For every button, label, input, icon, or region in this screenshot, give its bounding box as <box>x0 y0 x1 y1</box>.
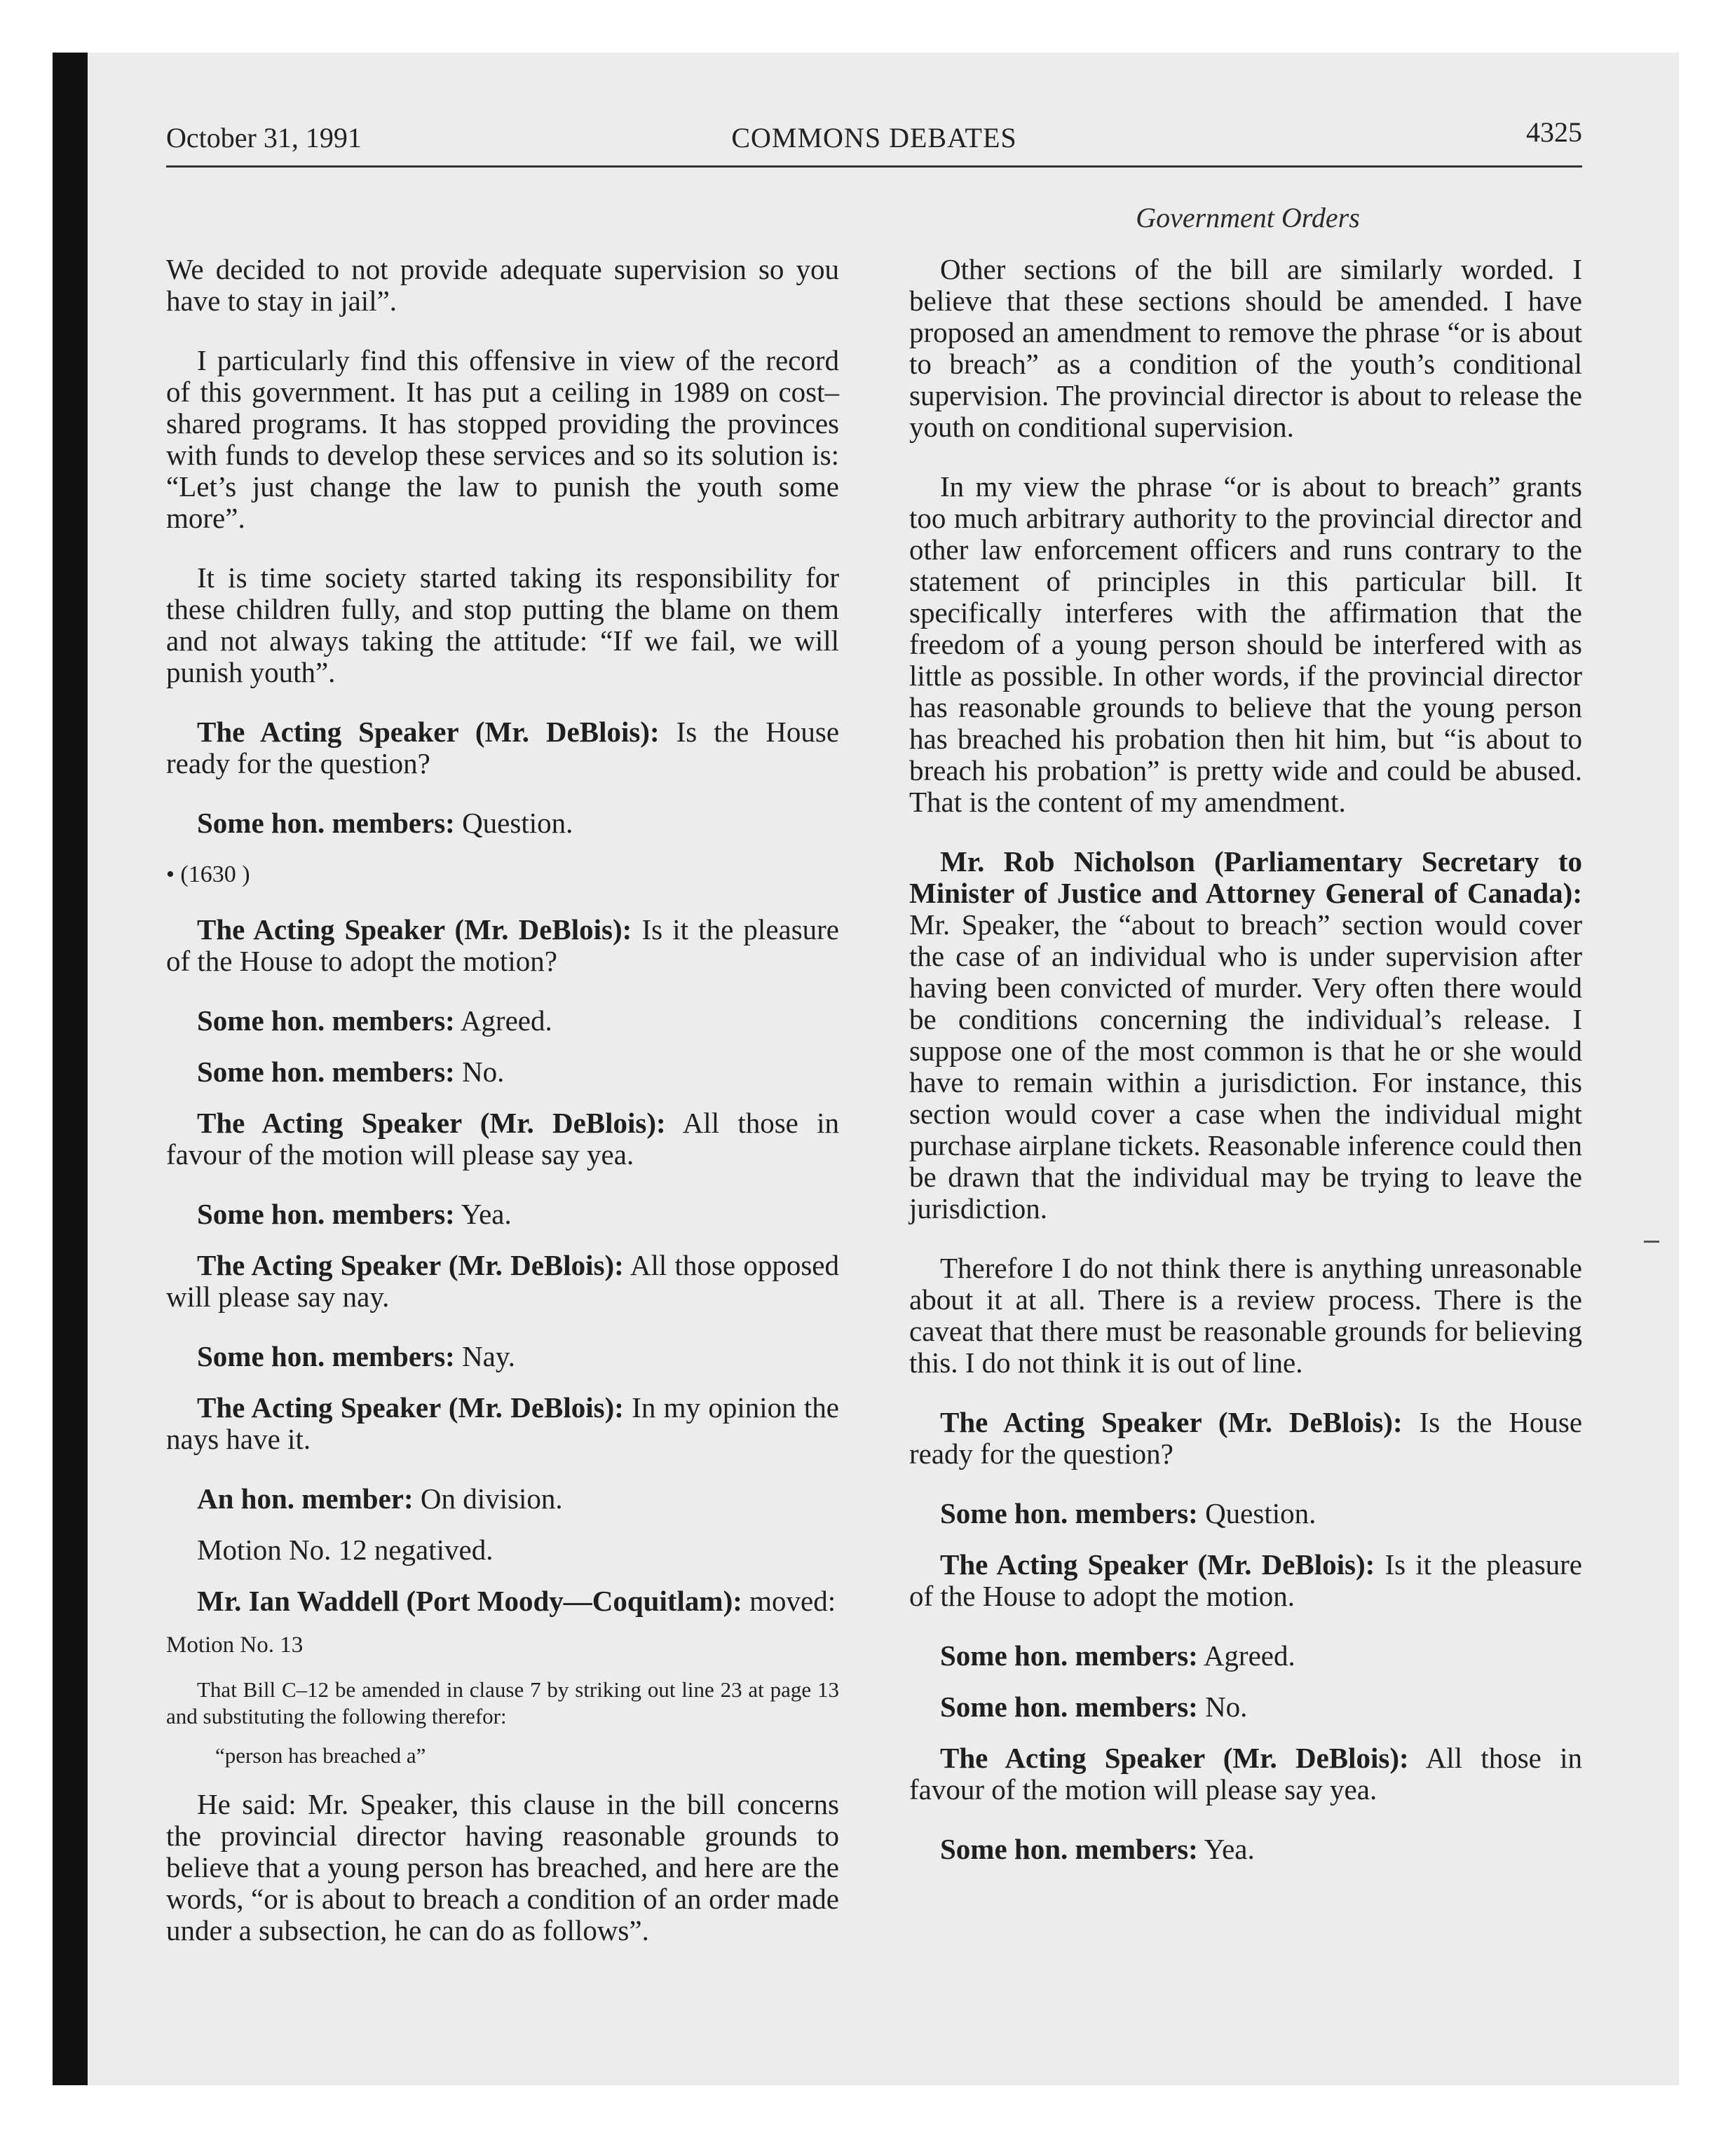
speaker-name: Some hon. members: <box>197 1004 455 1037</box>
speech: Some hon. members: Question. <box>197 807 573 839</box>
speaker-name: Some hon. members: <box>940 1691 1198 1723</box>
speech: Some hon. members: No. <box>197 1056 505 1088</box>
speaker-name: Some hon. members: <box>940 1833 1198 1865</box>
speech: The Acting Speaker (Mr. DeBlois): Is it the pleasure of the House to adopt the motion? <box>166 913 840 977</box>
paragraph: He said: Mr. Speaker, this clause in the bill concerns the provincial director having reasonable grounds to believe that a young person has breached, and here are the words, “or is about to breach a condition of an order made under a subsection, he can do as follows”. <box>166 1788 839 1946</box>
left-column <box>166 254 839 1974</box>
scan-binding-shadow <box>53 53 88 2085</box>
header-date: October 31, 1991 <box>166 122 362 153</box>
speech: Mr. Ian Waddell (Port Moody—Coquitlam): moved: <box>197 1585 836 1617</box>
speaker-name: The Acting Speaker (Mr. DeBlois): <box>197 1391 624 1424</box>
speech: The Acting Speaker (Mr. DeBlois): All those opposed will please say nay. <box>166 1249 839 1313</box>
page-header <box>166 116 1582 156</box>
speaker-name: Some hon. members: <box>197 1198 455 1230</box>
paragraph: We decided to not provide adequate supervision so you have to stay in jail”. <box>166 253 839 317</box>
speaker-name: The Acting Speaker (Mr. DeBlois): <box>197 913 632 946</box>
paragraph: Other sections of the bill are similarly worded. I believe that these sections should be amended. I have proposed an amendment to remove the phrase “or is about to breach” as a condition of the youth’s conditional supervision. The provincial director is about to release the youth on conditional supervision. <box>909 253 1582 443</box>
speaker-name: The Acting Speaker (Mr. DeBlois): <box>940 1548 1375 1581</box>
time-stamp: • (1630 ) <box>166 861 250 887</box>
header-rule <box>166 165 1582 168</box>
speaker-name: The Acting Speaker (Mr. DeBlois): <box>197 716 660 748</box>
speaker-name: Mr. Rob Nicholson (Parliamentary Secretary to Minister of Justice and Attorney General of Canada): <box>909 845 1582 909</box>
speech: Mr. Rob Nicholson (Parliamentary Secretary to Minister of Justice and Attorney General of Canada): Mr. Speaker, the “about to breach” section would cover the case of an individual who is under supervision after having been convicted of murder. Very often there would be conditions concerning the individual’s release. I suppose one of the most common is that he or she would have to remain within a jurisdiction. For instance, this section would cover a case when the individual might purchase airplane tickets. Reasonable inference could then be drawn that the individual may be trying to leave the jurisdiction. <box>909 845 1582 1224</box>
speaker-name: Some hon. members: <box>197 807 455 839</box>
speech: Some hon. members: Agreed. <box>940 1639 1295 1672</box>
margin-mark <box>1644 1241 1659 1243</box>
paragraph: It is time society started taking its responsibility for these children fully, and stop putting the blame on them and not always taking the attitude: “If we fail, we will punish youth”. <box>166 561 839 688</box>
paragraph: In my view the phrase “or is about to breach” grants too much arbitrary authority to the provincial director and other law enforcement officers and runs contrary to the statement of principles in this particular bill. It specifically interferes with the affirmation that the freedom of a young person should be interfered with as little as possible. In other words, if the provincial director has reasonable grounds to believe that the young person has breached his probation then hit him, but “is about to breach his probation” is pretty wide and could be abused. That is the content of my amendment. <box>909 470 1582 818</box>
paragraph: Motion No. 12 negatived. <box>197 1534 494 1566</box>
header-title: COMMONS DEBATES <box>731 122 1017 153</box>
speech: The Acting Speaker (Mr. DeBlois): All those in favour of the motion will please say yea. <box>166 1107 839 1171</box>
page-number: 4325 <box>1526 116 1582 148</box>
motion-text: That Bill C–12 be amended in clause 7 by striking out line 23 at page 13 and substituting the following therefor: <box>166 1677 839 1728</box>
motion-heading: Motion No. 13 <box>166 1632 304 1658</box>
speech: The Acting Speaker (Mr. DeBlois): In my opinion the nays have it. <box>166 1391 839 1455</box>
speaker-name: Some hon. members: <box>940 1497 1198 1529</box>
scan-margin <box>0 0 53 2156</box>
motion-quote: “person has breached a” <box>215 1743 426 1768</box>
speech: Some hon. members: Question. <box>940 1497 1316 1529</box>
speaker-name: Some hon. members: <box>197 1056 455 1088</box>
right-column <box>909 254 1582 1885</box>
speaker-name: An hon. member: <box>197 1482 414 1515</box>
speaker-name: The Acting Speaker (Mr. DeBlois): <box>197 1107 666 1139</box>
speech: The Acting Speaker (Mr. DeBlois): Is the House ready for the question? <box>909 1406 1583 1470</box>
speech: The Acting Speaker (Mr. DeBlois): Is the House ready for the question? <box>166 716 840 779</box>
speaker-name: Some hon. members: <box>940 1639 1198 1672</box>
speech: Some hon. members: Yea. <box>197 1198 512 1230</box>
speech: Some hon. members: Yea. <box>940 1833 1255 1865</box>
paragraph: I particularly find this offensive in view of the record of this government. It has put a ceiling in 1989 on cost–shared programs. It has stopped providing the provinces with funds to develop these services and so its solution is: “Let’s just change the law to punish the youth some more”. <box>166 344 839 534</box>
speech: The Acting Speaker (Mr. DeBlois): All those in favour of the motion will please say yea. <box>909 1742 1582 1806</box>
speaker-name: The Acting Speaker (Mr. DeBlois): <box>940 1742 1409 1774</box>
speech: An hon. member: On division. <box>197 1482 563 1515</box>
speaker-name: The Acting Speaker (Mr. DeBlois): <box>940 1406 1403 1438</box>
speech: The Acting Speaker (Mr. DeBlois): Is it the pleasure of the House to adopt the motion. <box>909 1548 1583 1612</box>
speaker-name: Some hon. members: <box>197 1340 455 1372</box>
speech: Some hon. members: Agreed. <box>197 1004 552 1037</box>
speech: Some hon. members: No. <box>940 1691 1248 1723</box>
section-label: Government Orders <box>1136 202 1360 233</box>
speaker-name: The Acting Speaker (Mr. DeBlois): <box>197 1249 624 1281</box>
speaker-name: Mr. Ian Waddell (Port Moody—Coquitlam): <box>197 1585 742 1617</box>
speech: Some hon. members: Nay. <box>197 1340 515 1372</box>
paragraph: Therefore I do not think there is anything unreasonable about it at all. There is a review process. There is the caveat that there must be reasonable grounds for believing this. I do not think it is out of line. <box>909 1252 1582 1379</box>
